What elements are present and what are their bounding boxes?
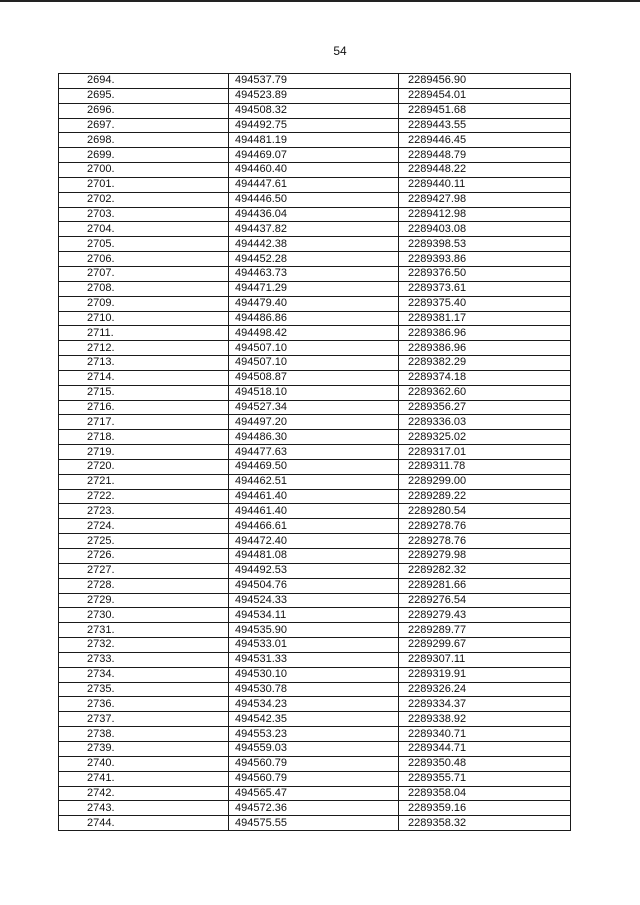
point-number-cell: 2733. xyxy=(59,652,229,667)
point-number-cell: 2737. xyxy=(59,712,229,727)
x-coordinate-cell: 494534.11 xyxy=(229,608,399,623)
x-coordinate-cell: 494463.73 xyxy=(229,266,399,281)
x-coordinate-cell: 494466.61 xyxy=(229,519,399,534)
x-coordinate-cell: 494472.40 xyxy=(229,534,399,549)
table-row xyxy=(59,519,571,534)
x-coordinate-cell: 494537.79 xyxy=(229,74,399,89)
x-coordinate-cell: 494471.29 xyxy=(229,281,399,296)
y-coordinate-cell: 2289386.96 xyxy=(399,341,571,356)
point-number-cell: 2740. xyxy=(59,756,229,771)
table-row xyxy=(59,103,571,118)
y-coordinate-cell: 2289344.71 xyxy=(399,741,571,756)
table-row xyxy=(59,489,571,504)
point-number-cell: 2727. xyxy=(59,563,229,578)
y-coordinate-cell: 2289451.68 xyxy=(399,103,571,118)
point-number-cell: 2714. xyxy=(59,370,229,385)
table-row xyxy=(59,474,571,489)
point-number-cell: 2726. xyxy=(59,549,229,564)
page-top-edge xyxy=(0,0,640,2)
y-coordinate-cell: 2289440.11 xyxy=(399,177,571,192)
table-row xyxy=(59,237,571,252)
point-number-cell: 2743. xyxy=(59,801,229,816)
page-number: 54 xyxy=(333,44,347,58)
x-coordinate-cell: 494534.23 xyxy=(229,697,399,712)
table-row xyxy=(59,415,571,430)
point-number-cell: 2741. xyxy=(59,771,229,786)
y-coordinate-cell: 2289427.98 xyxy=(399,192,571,207)
point-number-cell: 2715. xyxy=(59,385,229,400)
y-coordinate-cell: 2289299.00 xyxy=(399,474,571,489)
y-coordinate-cell: 2289334.37 xyxy=(399,697,571,712)
x-coordinate-cell: 494481.08 xyxy=(229,549,399,564)
point-number-cell: 2724. xyxy=(59,519,229,534)
x-coordinate-cell: 494461.40 xyxy=(229,504,399,519)
table-row xyxy=(59,430,571,445)
y-coordinate-cell: 2289403.08 xyxy=(399,222,571,237)
x-coordinate-cell: 494479.40 xyxy=(229,296,399,311)
y-coordinate-cell: 2289279.98 xyxy=(399,549,571,564)
table-row xyxy=(59,638,571,653)
table-row xyxy=(59,459,571,474)
point-number-cell: 2701. xyxy=(59,177,229,192)
table-row xyxy=(59,741,571,756)
point-number-cell: 2729. xyxy=(59,593,229,608)
table-row xyxy=(59,534,571,549)
point-number-cell: 2744. xyxy=(59,816,229,831)
point-number-cell: 2694. xyxy=(59,74,229,89)
point-number-cell: 2735. xyxy=(59,682,229,697)
x-coordinate-cell: 494575.55 xyxy=(229,816,399,831)
table-row xyxy=(59,192,571,207)
table-row xyxy=(59,593,571,608)
x-coordinate-cell: 494481.19 xyxy=(229,133,399,148)
point-number-cell: 2742. xyxy=(59,786,229,801)
x-coordinate-cell: 494461.40 xyxy=(229,489,399,504)
point-number-cell: 2716. xyxy=(59,400,229,415)
y-coordinate-cell: 2289412.98 xyxy=(399,207,571,222)
point-number-cell: 2721. xyxy=(59,474,229,489)
y-coordinate-cell: 2289375.40 xyxy=(399,296,571,311)
table-row xyxy=(59,801,571,816)
x-coordinate-cell: 494530.78 xyxy=(229,682,399,697)
x-coordinate-cell: 494535.90 xyxy=(229,623,399,638)
table-row xyxy=(59,148,571,163)
y-coordinate-cell: 2289358.04 xyxy=(399,786,571,801)
table-row xyxy=(59,207,571,222)
y-coordinate-cell: 2289443.55 xyxy=(399,118,571,133)
y-coordinate-cell: 2289359.16 xyxy=(399,801,571,816)
y-coordinate-cell: 2289362.60 xyxy=(399,385,571,400)
table-row xyxy=(59,578,571,593)
point-number-cell: 2722. xyxy=(59,489,229,504)
x-coordinate-cell: 494523.89 xyxy=(229,88,399,103)
table-row xyxy=(59,771,571,786)
x-coordinate-cell: 494507.10 xyxy=(229,341,399,356)
y-coordinate-cell: 2289448.22 xyxy=(399,163,571,178)
x-coordinate-cell: 494553.23 xyxy=(229,727,399,742)
y-coordinate-cell: 2289317.01 xyxy=(399,445,571,460)
table-row xyxy=(59,341,571,356)
y-coordinate-cell: 2289398.53 xyxy=(399,237,571,252)
y-coordinate-cell: 2289311.78 xyxy=(399,459,571,474)
x-coordinate-cell: 494504.76 xyxy=(229,578,399,593)
table-row xyxy=(59,816,571,831)
point-number-cell: 2695. xyxy=(59,88,229,103)
table-row xyxy=(59,163,571,178)
table-row xyxy=(59,326,571,341)
table-row xyxy=(59,133,571,148)
y-coordinate-cell: 2289325.02 xyxy=(399,430,571,445)
point-number-cell: 2736. xyxy=(59,697,229,712)
point-number-cell: 2704. xyxy=(59,222,229,237)
table-row xyxy=(59,623,571,638)
table-row xyxy=(59,697,571,712)
point-number-cell: 2712. xyxy=(59,341,229,356)
coordinates-table-body xyxy=(59,74,571,831)
point-number-cell: 2718. xyxy=(59,430,229,445)
y-coordinate-cell: 2289373.61 xyxy=(399,281,571,296)
table-row xyxy=(59,786,571,801)
y-coordinate-cell: 2289289.22 xyxy=(399,489,571,504)
y-coordinate-cell: 2289281.66 xyxy=(399,578,571,593)
point-number-cell: 2738. xyxy=(59,727,229,742)
y-coordinate-cell: 2289454.01 xyxy=(399,88,571,103)
point-number-cell: 2723. xyxy=(59,504,229,519)
x-coordinate-cell: 494462.51 xyxy=(229,474,399,489)
x-coordinate-cell: 494572.36 xyxy=(229,801,399,816)
x-coordinate-cell: 494469.50 xyxy=(229,459,399,474)
y-coordinate-cell: 2289376.50 xyxy=(399,266,571,281)
x-coordinate-cell: 494436.04 xyxy=(229,207,399,222)
table-row xyxy=(59,549,571,564)
point-number-cell: 2703. xyxy=(59,207,229,222)
y-coordinate-cell: 2289393.86 xyxy=(399,252,571,267)
table-row xyxy=(59,445,571,460)
point-number-cell: 2702. xyxy=(59,192,229,207)
point-number-cell: 2728. xyxy=(59,578,229,593)
x-coordinate-cell: 494559.03 xyxy=(229,741,399,756)
table-row xyxy=(59,74,571,89)
y-coordinate-cell: 2289338.92 xyxy=(399,712,571,727)
x-coordinate-cell: 494560.79 xyxy=(229,756,399,771)
table-row xyxy=(59,370,571,385)
point-number-cell: 2734. xyxy=(59,667,229,682)
table-row xyxy=(59,385,571,400)
table-row xyxy=(59,504,571,519)
x-coordinate-cell: 494524.33 xyxy=(229,593,399,608)
point-number-cell: 2730. xyxy=(59,608,229,623)
table-row xyxy=(59,712,571,727)
x-coordinate-cell: 494469.07 xyxy=(229,148,399,163)
x-coordinate-cell: 494492.75 xyxy=(229,118,399,133)
y-coordinate-cell: 2289358.32 xyxy=(399,816,571,831)
point-number-cell: 2707. xyxy=(59,266,229,281)
x-coordinate-cell: 494531.33 xyxy=(229,652,399,667)
point-number-cell: 2700. xyxy=(59,163,229,178)
y-coordinate-cell: 2289282.32 xyxy=(399,563,571,578)
point-number-cell: 2732. xyxy=(59,638,229,653)
x-coordinate-cell: 494518.10 xyxy=(229,385,399,400)
point-number-cell: 2725. xyxy=(59,534,229,549)
table-row xyxy=(59,400,571,415)
point-number-cell: 2698. xyxy=(59,133,229,148)
table-row xyxy=(59,756,571,771)
y-coordinate-cell: 2289448.79 xyxy=(399,148,571,163)
table-row xyxy=(59,118,571,133)
table-row xyxy=(59,667,571,682)
y-coordinate-cell: 2289355.71 xyxy=(399,771,571,786)
table-row xyxy=(59,727,571,742)
point-number-cell: 2711. xyxy=(59,326,229,341)
x-coordinate-cell: 494508.32 xyxy=(229,103,399,118)
table-row xyxy=(59,563,571,578)
table-row xyxy=(59,311,571,326)
table-row xyxy=(59,266,571,281)
table-row xyxy=(59,608,571,623)
y-coordinate-cell: 2289446.45 xyxy=(399,133,571,148)
x-coordinate-cell: 494477.63 xyxy=(229,445,399,460)
y-coordinate-cell: 2289278.76 xyxy=(399,534,571,549)
table-row xyxy=(59,222,571,237)
y-coordinate-cell: 2289276.54 xyxy=(399,593,571,608)
point-number-cell: 2706. xyxy=(59,252,229,267)
x-coordinate-cell: 494442.38 xyxy=(229,237,399,252)
table-row xyxy=(59,281,571,296)
table-row xyxy=(59,177,571,192)
table-row xyxy=(59,88,571,103)
y-coordinate-cell: 2289319.91 xyxy=(399,667,571,682)
y-coordinate-cell: 2289350.48 xyxy=(399,756,571,771)
x-coordinate-cell: 494437.82 xyxy=(229,222,399,237)
y-coordinate-cell: 2289340.71 xyxy=(399,727,571,742)
table-row xyxy=(59,252,571,267)
x-coordinate-cell: 494530.10 xyxy=(229,667,399,682)
x-coordinate-cell: 494508.87 xyxy=(229,370,399,385)
y-coordinate-cell: 2289278.76 xyxy=(399,519,571,534)
point-number-cell: 2708. xyxy=(59,281,229,296)
x-coordinate-cell: 494486.86 xyxy=(229,311,399,326)
point-number-cell: 2719. xyxy=(59,445,229,460)
y-coordinate-cell: 2289280.54 xyxy=(399,504,571,519)
point-number-cell: 2717. xyxy=(59,415,229,430)
y-coordinate-cell: 2289307.11 xyxy=(399,652,571,667)
point-number-cell: 2731. xyxy=(59,623,229,638)
table-row xyxy=(59,356,571,371)
x-coordinate-cell: 494446.50 xyxy=(229,192,399,207)
point-number-cell: 2699. xyxy=(59,148,229,163)
x-coordinate-cell: 494460.40 xyxy=(229,163,399,178)
point-number-cell: 2696. xyxy=(59,103,229,118)
x-coordinate-cell: 494533.01 xyxy=(229,638,399,653)
point-number-cell: 2697. xyxy=(59,118,229,133)
table-row xyxy=(59,296,571,311)
coordinates-table xyxy=(58,73,571,831)
point-number-cell: 2710. xyxy=(59,311,229,326)
point-number-cell: 2713. xyxy=(59,356,229,371)
x-coordinate-cell: 494498.42 xyxy=(229,326,399,341)
x-coordinate-cell: 494452.28 xyxy=(229,252,399,267)
x-coordinate-cell: 494507.10 xyxy=(229,356,399,371)
x-coordinate-cell: 494565.47 xyxy=(229,786,399,801)
point-number-cell: 2720. xyxy=(59,459,229,474)
y-coordinate-cell: 2289456.90 xyxy=(399,74,571,89)
point-number-cell: 2709. xyxy=(59,296,229,311)
x-coordinate-cell: 494560.79 xyxy=(229,771,399,786)
y-coordinate-cell: 2289386.96 xyxy=(399,326,571,341)
x-coordinate-cell: 494497.20 xyxy=(229,415,399,430)
y-coordinate-cell: 2289382.29 xyxy=(399,356,571,371)
x-coordinate-cell: 494527.34 xyxy=(229,400,399,415)
point-number-cell: 2705. xyxy=(59,237,229,252)
y-coordinate-cell: 2289326.24 xyxy=(399,682,571,697)
table-row xyxy=(59,682,571,697)
x-coordinate-cell: 494447.61 xyxy=(229,177,399,192)
table-row xyxy=(59,652,571,667)
y-coordinate-cell: 2289289.77 xyxy=(399,623,571,638)
y-coordinate-cell: 2289299.67 xyxy=(399,638,571,653)
x-coordinate-cell: 494542.35 xyxy=(229,712,399,727)
y-coordinate-cell: 2289356.27 xyxy=(399,400,571,415)
y-coordinate-cell: 2289336.03 xyxy=(399,415,571,430)
x-coordinate-cell: 494486.30 xyxy=(229,430,399,445)
y-coordinate-cell: 2289279.43 xyxy=(399,608,571,623)
x-coordinate-cell: 494492.53 xyxy=(229,563,399,578)
y-coordinate-cell: 2289374.18 xyxy=(399,370,571,385)
point-number-cell: 2739. xyxy=(59,741,229,756)
y-coordinate-cell: 2289381.17 xyxy=(399,311,571,326)
